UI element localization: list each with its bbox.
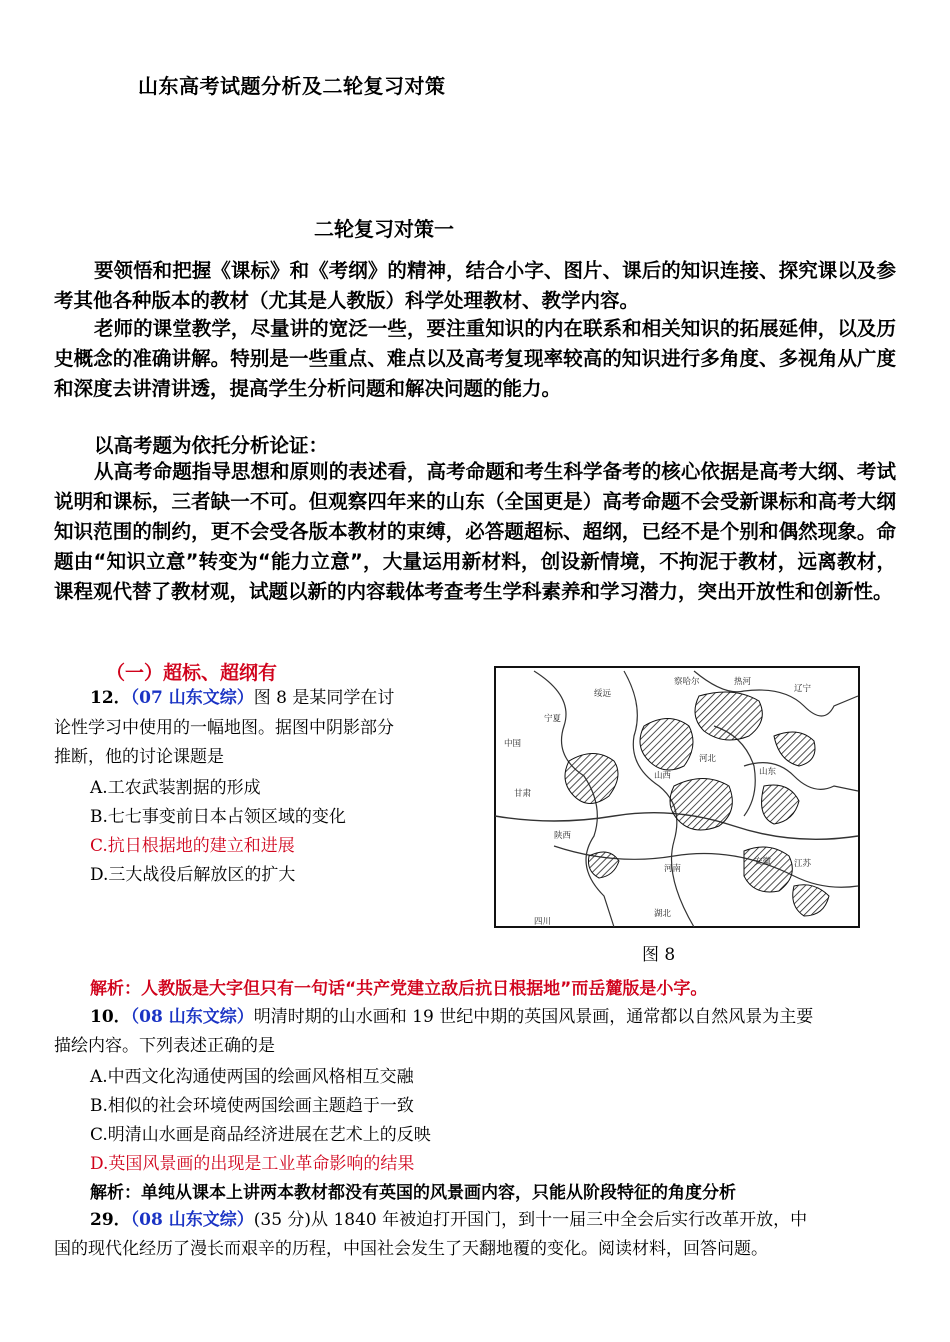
q10-stem-1: 明清时期的山水画和 19 世纪中期的英国风景画，通常都以自然风景为主要 xyxy=(253,1007,814,1027)
document-title: 山东高考试题分析及二轮复习对策 xyxy=(138,74,446,98)
map-label: 河北 xyxy=(699,754,717,764)
map-label: 江苏 xyxy=(794,859,812,869)
section-subtitle: 二轮复习对策一 xyxy=(314,217,454,241)
map-label: 河南 xyxy=(664,864,682,874)
q10-source: （08 山东文综） xyxy=(130,1007,254,1027)
q29-source: （08 山东文综） xyxy=(130,1210,254,1230)
map-label: 安徽 xyxy=(754,857,772,867)
q12-stem-2: 论性学习中使用的一幅地图。据图中阴影部分 xyxy=(54,718,394,738)
map-label: 山东 xyxy=(759,767,777,777)
q12-stem-1: 图 8 是某同学在讨 xyxy=(253,688,395,708)
history-map-figure xyxy=(494,666,860,928)
q10-line1 xyxy=(90,1003,813,1032)
q10-option-a: A.中西文化沟通使两国的绘画风格相互交融 xyxy=(90,1067,414,1087)
q12-line1 xyxy=(90,684,394,713)
q12-analysis: 解析：人教版是大字但只有一句话“共产党建立敌后抗日根据地”而岳麓版是小字。 xyxy=(90,979,708,999)
map-label: 热河 xyxy=(734,677,752,687)
q10-number: 10． xyxy=(90,1007,131,1027)
q29-number: 29． xyxy=(90,1210,131,1230)
paragraph-1: 要领悟和把握《课标》和《考纲》的精神，结合小字、图片、课后的知识连接、探究课以及参考其他各种版本的教材（尤其是人教版）科学处理教材、教学内容。 xyxy=(54,259,896,312)
q12-number: 12． xyxy=(90,688,131,708)
q10-stem-2: 描绘内容。下列表述正确的是 xyxy=(54,1036,275,1056)
map-label: 辽宁 xyxy=(794,684,812,694)
map-label: 四川 xyxy=(534,917,552,927)
map-label: 湖北 xyxy=(654,909,672,919)
paragraph-3: 从高考命题指导思想和原则的表述看，高考命题和考生科学备考的核心依据是高考大纲、考试说明和课标，三者缺一不可。但观察四年来的山东（全国更是）高考命题不会受新课标和高考大纲知识范围的制约，更不会受各版本教材的束缚，必答题超标、超纲，已经不是个别和偶然现象。命题由“知识立意”转变为“能力立意”，大量运用新材料，创设新情境，不拘泥于教材，远离教材，课程观代替了教材观，试题以新的内容载体考查考生学科素养和学习潜力，突出开放性和创新性。 xyxy=(54,460,896,603)
q12-stem-3: 推断，他的讨论课题是 xyxy=(54,747,224,767)
q12-option-c: C.抗日根据地的建立和进展 xyxy=(90,836,295,856)
paragraph-2-text: 老师的课堂教学，尽量讲的宽泛一些，要注重知识的内在联系和相关知识的拓展延伸，以及历史概念的准确讲解。特别是一些重点、难点以及高考复现率较高的知识进行多角度、多视角从广度和深度去讲清讲透，提高学生分析问题和解决问题的能力。 xyxy=(54,317,896,400)
basis-heading: 以高考题为依托分析论证： xyxy=(94,434,329,457)
map-label: 中国 xyxy=(504,739,522,749)
q10-option-b: B.相似的社会环境使两国绘画主题趋于一致 xyxy=(90,1096,414,1116)
map-label: 绥远 xyxy=(594,689,612,699)
figure-caption: 图 8 xyxy=(642,945,676,965)
q29-stem-2: 国的现代化经历了漫长而艰辛的历程，中国社会发生了天翻地覆的变化。阅读材料，回答问题。 xyxy=(54,1239,768,1259)
q10-analysis: 解析：单纯从课本上讲两本教材都没有英国的风景画内容，只能从阶段特征的角度分析 xyxy=(90,1183,736,1203)
paragraph-2 xyxy=(54,314,896,404)
q12-option-d: D.三大战役后解放区的扩大 xyxy=(90,865,296,885)
q10-option-c: C.明清山水画是商品经济进展在艺术上的反映 xyxy=(90,1125,431,1145)
map-label: 宁夏 xyxy=(544,714,562,724)
map-label: 甘肃 xyxy=(514,789,532,799)
section-heading: （一）超标、超纲有 xyxy=(106,662,278,684)
q12-source: （07 山东文综） xyxy=(130,688,254,708)
q29-stem-1: (35 分)从 1840 年被迫打开国门，到十一届三中全会后实行改革开放，中 xyxy=(253,1210,808,1230)
q10-option-d: D.英国风景画的出现是工业革命影响的结果 xyxy=(90,1154,415,1174)
q12-option-b: B.七七事变前日本占领区域的变化 xyxy=(90,807,346,827)
map-label: 山西 xyxy=(654,771,672,781)
q29-line1 xyxy=(90,1206,807,1235)
q12-option-a: A.工农武装割据的形成 xyxy=(90,778,261,798)
map-label: 陕西 xyxy=(554,831,572,841)
map-label: 察哈尔 xyxy=(674,677,700,687)
